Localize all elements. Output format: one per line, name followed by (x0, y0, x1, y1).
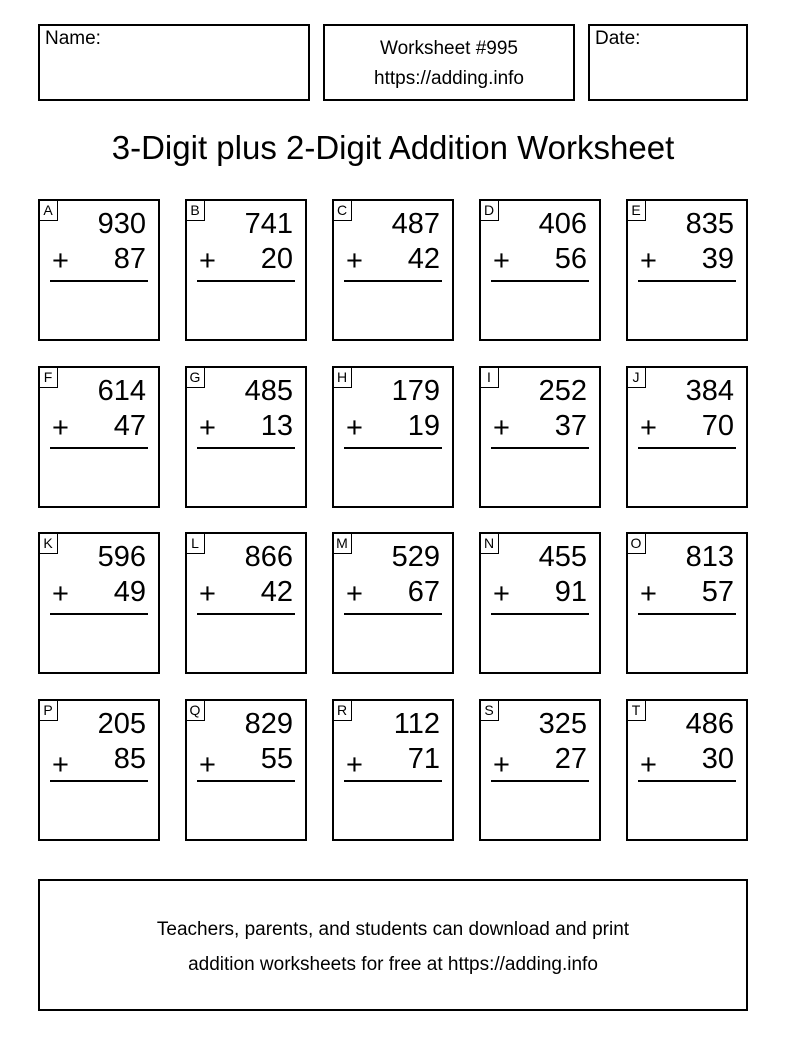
addend-bottom: 27 (554, 743, 587, 775)
problem-letter: M (332, 532, 352, 554)
problem-card[interactable] (626, 699, 748, 841)
problem-letter: R (332, 699, 352, 721)
addend-top: 529 (391, 541, 440, 573)
problem-card[interactable] (185, 366, 307, 508)
addend-top: 205 (97, 708, 146, 740)
plus-sign: + (199, 245, 216, 277)
problem-letter: A (38, 199, 58, 221)
problem-card[interactable] (479, 366, 601, 508)
problem-letter: H (332, 366, 352, 388)
answer-line (50, 280, 148, 282)
name-field-box[interactable] (38, 24, 310, 101)
addend-bottom: 91 (554, 576, 587, 608)
addend-top: 930 (97, 208, 146, 240)
plus-sign: + (346, 578, 363, 610)
plus-sign: + (52, 245, 69, 277)
problem-letter: I (479, 366, 499, 388)
footer-line-2: addition worksheets for free at https://adding.info (188, 954, 598, 975)
problem-letter: B (185, 199, 205, 221)
addend-top: 829 (244, 708, 293, 740)
plus-sign: + (493, 749, 510, 781)
addend-top: 866 (244, 541, 293, 573)
worksheet-info-box (323, 24, 575, 101)
name-label: Name: (45, 28, 101, 49)
answer-line (344, 613, 442, 615)
answer-line (50, 780, 148, 782)
problem-card[interactable] (38, 699, 160, 841)
answer-line (344, 780, 442, 782)
problem-card[interactable] (479, 699, 601, 841)
addend-bottom: 70 (701, 410, 734, 442)
problem-letter: O (626, 532, 646, 554)
problem-card[interactable] (479, 199, 601, 341)
addend-bottom: 42 (407, 243, 440, 275)
addend-top: 325 (538, 708, 587, 740)
answer-line (344, 447, 442, 449)
problem-letter: T (626, 699, 646, 721)
answer-line (197, 280, 295, 282)
plus-sign: + (493, 412, 510, 444)
addend-top: 112 (393, 708, 440, 740)
plus-sign: + (199, 412, 216, 444)
problem-card[interactable] (38, 366, 160, 508)
addend-bottom: 39 (701, 243, 734, 275)
problem-letter: D (479, 199, 499, 221)
addend-top: 741 (244, 208, 293, 240)
addend-bottom: 42 (260, 576, 293, 608)
addend-bottom: 57 (701, 576, 734, 608)
plus-sign: + (199, 749, 216, 781)
addend-bottom: 55 (260, 743, 293, 775)
problem-card[interactable] (626, 366, 748, 508)
addend-bottom: 13 (260, 410, 293, 442)
answer-line (344, 280, 442, 282)
addend-bottom: 20 (260, 243, 293, 275)
problem-letter: N (479, 532, 499, 554)
plus-sign: + (199, 578, 216, 610)
addend-top: 252 (538, 375, 587, 407)
answer-line (491, 780, 589, 782)
addend-top: 487 (391, 208, 440, 240)
problem-letter: P (38, 699, 58, 721)
answer-line (197, 447, 295, 449)
problem-letter: K (38, 532, 58, 554)
problem-letter: C (332, 199, 352, 221)
addend-top: 485 (244, 375, 293, 407)
addend-top: 835 (685, 208, 734, 240)
problem-card[interactable] (332, 199, 454, 341)
problem-card[interactable] (332, 366, 454, 508)
addend-top: 384 (685, 375, 734, 407)
answer-line (197, 613, 295, 615)
addend-bottom: 67 (407, 576, 440, 608)
problem-card[interactable] (626, 532, 748, 674)
answer-line (491, 447, 589, 449)
worksheet-number: Worksheet #995 (379, 38, 518, 59)
addend-top: 406 (538, 208, 587, 240)
plus-sign: + (346, 245, 363, 277)
problem-letter: S (479, 699, 499, 721)
problem-letter: G (185, 366, 205, 388)
plus-sign: + (640, 749, 657, 781)
addend-top: 596 (97, 541, 146, 573)
plus-sign: + (52, 749, 69, 781)
addend-top: 179 (391, 375, 440, 407)
answer-line (638, 780, 736, 782)
worksheet-website: https://adding.info (374, 68, 524, 89)
answer-line (50, 447, 148, 449)
addend-top: 813 (685, 541, 734, 573)
answer-line (50, 613, 148, 615)
problem-card[interactable] (185, 699, 307, 841)
problem-card[interactable] (626, 199, 748, 341)
addend-bottom: 87 (113, 243, 146, 275)
answer-line (491, 280, 589, 282)
date-label: Date: (595, 28, 641, 49)
plus-sign: + (52, 578, 69, 610)
date-field-box[interactable] (588, 24, 748, 101)
answer-line (638, 280, 736, 282)
plus-sign: + (52, 412, 69, 444)
addend-bottom: 30 (701, 743, 734, 775)
problem-card[interactable] (479, 532, 601, 674)
answer-line (491, 613, 589, 615)
problem-card[interactable] (332, 699, 454, 841)
problem-card[interactable] (38, 532, 160, 674)
addend-bottom: 37 (554, 410, 587, 442)
plus-sign: + (493, 245, 510, 277)
plus-sign: + (346, 749, 363, 781)
addend-bottom: 85 (113, 743, 146, 775)
problem-letter: Q (185, 699, 205, 721)
plus-sign: + (640, 578, 657, 610)
addend-bottom: 56 (554, 243, 587, 275)
footer-box (38, 879, 748, 1011)
plus-sign: + (346, 412, 363, 444)
plus-sign: + (640, 412, 657, 444)
answer-line (197, 780, 295, 782)
addend-bottom: 71 (407, 743, 440, 775)
problem-letter: J (626, 366, 646, 388)
problem-letter: L (185, 532, 205, 554)
answer-line (638, 447, 736, 449)
plus-sign: + (493, 578, 510, 610)
addend-bottom: 49 (113, 576, 146, 608)
problem-letter: F (38, 366, 58, 388)
worksheet-title: 3-Digit plus 2-Digit Addition Worksheet (111, 129, 675, 166)
problem-card[interactable] (38, 199, 160, 341)
footer-line-1: Teachers, parents, and students can download and print (156, 919, 630, 940)
addend-bottom: 19 (407, 410, 440, 442)
addend-top: 614 (97, 375, 146, 407)
plus-sign: + (640, 245, 657, 277)
problem-card[interactable] (332, 532, 454, 674)
problem-letter: E (626, 199, 646, 221)
problem-card[interactable] (185, 532, 307, 674)
addend-top: 455 (538, 541, 587, 573)
answer-line (638, 613, 736, 615)
problem-card[interactable] (185, 199, 307, 341)
addend-top: 486 (685, 708, 734, 740)
addend-bottom: 47 (113, 410, 146, 442)
